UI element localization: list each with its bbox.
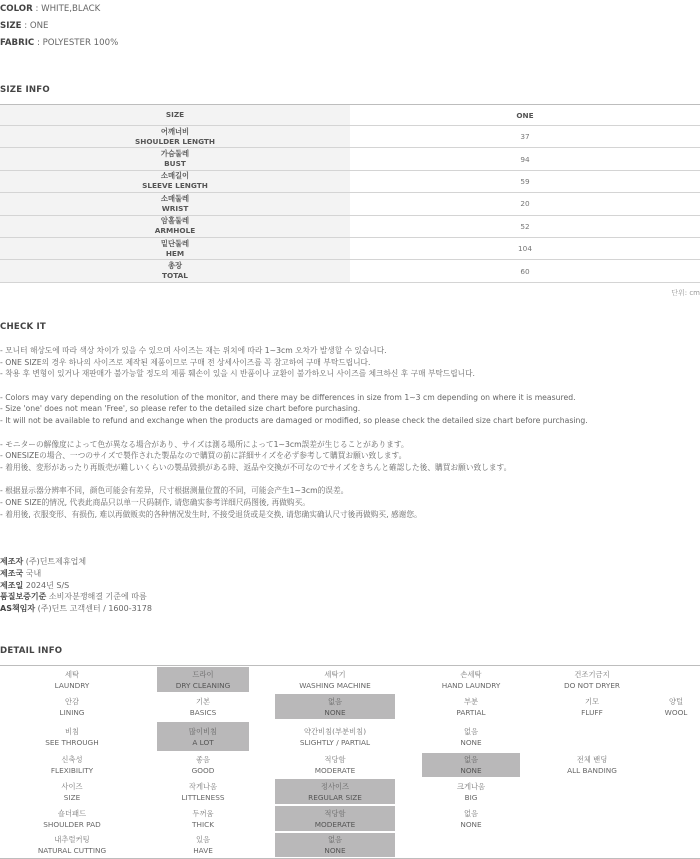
detail-label-ko: 없음 — [327, 696, 343, 706]
detail-label-en: NONE — [324, 846, 346, 855]
detail-label-ko: 내추럴커팅 — [54, 835, 90, 844]
detail-label-en: NONE — [460, 737, 482, 747]
size-row-label-en: ARMHOLE — [154, 226, 196, 236]
detail-label-en: LINING — [59, 707, 85, 717]
detail-category — [2, 779, 142, 804]
size-row-label-ko: 소매둘레 — [160, 193, 190, 203]
detail-category — [2, 806, 142, 831]
spec-label: SIZE — [0, 21, 22, 31]
detail-option — [275, 833, 395, 857]
check-it-line: - 着用後, 衣服变形、有损伤, 难以再做贩卖的各种情况发生时, 不接受退货或是交换, 请您确实确认尺寸後再做购买, 感谢您。 — [0, 509, 422, 519]
detail-label-en: ALL BANDING — [567, 766, 617, 775]
detail-option — [275, 722, 395, 751]
maker-line — [0, 580, 152, 592]
detail-label-en: HAVE — [193, 846, 213, 855]
maker-value: (주)딘트 고객센터 / 1600-3178 — [35, 604, 152, 614]
size-table-row — [0, 216, 700, 238]
detail-option — [422, 722, 520, 751]
detail-label-ko: 없음 — [463, 808, 479, 818]
detail-option — [157, 833, 249, 857]
detail-label-en: THICK — [192, 819, 214, 829]
detail-category — [2, 667, 142, 692]
detail-label-en: MODERATE — [314, 766, 356, 775]
size-row-label-ko: 암홀둘레 — [160, 216, 190, 226]
size-row-label-ko: 어깨너비 — [160, 126, 190, 136]
detail-label-ko: 기본 — [195, 696, 211, 706]
detail-table — [0, 665, 700, 859]
check-it-line: - 着用後、変形があったり再販売が難しいくらいの製品毀損がある時、返品や交換が不可なのでサイズをきちんと確認した後、購買お願い致します。 — [0, 462, 512, 472]
check-it-notes — [0, 345, 588, 520]
detail-label-ko: 안감 — [64, 696, 80, 706]
size-row-label-en: TOTAL — [162, 271, 188, 281]
detail-label-ko: 부분 — [463, 696, 479, 706]
size-row-label-en: SLEEVE LENGTH — [142, 181, 208, 191]
detail-option — [275, 779, 395, 804]
check-it-line: - Size 'one' does not mean 'Free', so please refer to the detailed size chart before purchasing. — [0, 404, 361, 414]
detail-option — [652, 694, 700, 719]
detail-label-en: SIZE — [63, 792, 81, 802]
detail-label-en: BASICS — [189, 707, 217, 717]
size-row-label — [0, 260, 350, 281]
detail-label-ko: 비침 — [64, 726, 80, 736]
detail-label-ko: 양털 — [668, 696, 684, 706]
detail-label-ko: 숄더패드 — [57, 808, 87, 818]
size-row-value: 37 — [520, 132, 530, 142]
maker-line — [0, 603, 152, 615]
detail-label-ko: 정사이즈 — [320, 781, 350, 791]
detail-label-en: MODERATE — [314, 819, 356, 829]
size-header-value: ONE — [516, 110, 534, 120]
detail-label-en: A LOT — [192, 737, 214, 747]
size-row-label-en: BUST — [164, 159, 186, 169]
detail-option — [157, 667, 249, 692]
detail-label-ko: 세탁기 — [324, 669, 346, 679]
check-it-line: - 根据显示器分辨率不同，颜色可能会有差异，尺寸根据测量位置的不同，可能会产生1~3cm的误差。 — [0, 486, 349, 496]
detail-label-en: FLEXIBILITY — [50, 766, 94, 775]
detail-label-ko: 드라이 — [192, 669, 214, 679]
size-header-label: SIZE — [0, 105, 350, 125]
detail-label-en: LAUNDRY — [54, 680, 90, 690]
size-info-title: SIZE INFO — [0, 85, 50, 95]
maker-label: AS책임자 — [0, 604, 36, 614]
maker-label: 제조일 — [0, 580, 24, 590]
size-row-value: 20 — [520, 199, 530, 209]
size-table-row — [0, 148, 700, 170]
maker-line — [0, 556, 152, 568]
detail-option — [275, 667, 395, 692]
size-table-row — [0, 238, 700, 260]
check-it-line: - モニターの解像度によって色が異なる場合があり、サイズは測る場所によって1~3cm誤差が生じることがあります。 — [0, 439, 409, 449]
detail-category — [2, 833, 142, 857]
detail-label-en: DRY CLEANING — [175, 680, 231, 690]
detail-label-ko: 기모 — [584, 696, 600, 706]
check-it-line: - 착용 후 변형이 있거나 재판매가 불가능할 정도의 제품 훼손이 있을 시 반품이나 교환이 불가하오니 사이즈를 체크하신 후 구매 부탁드립니다. — [0, 369, 475, 379]
detail-option — [157, 806, 249, 831]
size-row-label-en: HEM — [165, 248, 185, 258]
detail-label-en: SEE THROUGH — [45, 737, 99, 747]
detail-label-ko: 두꺼움 — [192, 808, 214, 818]
detail-category — [2, 753, 142, 777]
size-table-row — [0, 260, 700, 282]
detail-label-ko: 적당함 — [324, 755, 346, 764]
maker-label: 제조자 — [0, 557, 24, 566]
detail-label-ko: 손세탁 — [460, 669, 482, 679]
spec-color — [0, 4, 100, 14]
size-row-label — [0, 238, 350, 259]
check-it-line: - It will not be available to refund and exchange when the products are damaged or modified, so please check the detailed size chart before purchasing. — [0, 416, 588, 426]
detail-label-en: DO NOT DRYER — [563, 680, 621, 690]
detail-option — [275, 806, 395, 831]
check-it-line: - 모니터 해상도에 따라 색상 차이가 있을 수 있으며 사이즈는 재는 위치에 따라 1~3cm 오차가 발생할 수 있습니다. — [0, 346, 387, 355]
spec-value: : POLYESTER 100% — [34, 38, 119, 48]
size-unit: 단위: cm — [671, 289, 700, 297]
detail-label-en: NATURAL CUTTING — [37, 846, 107, 855]
detail-label-ko: 크게나옴 — [456, 781, 486, 791]
detail-label-ko: 전체 밴딩 — [576, 755, 608, 764]
spec-value: : WHITE,BLACK — [32, 4, 101, 14]
detail-label-en: BIG — [464, 792, 478, 802]
detail-option — [157, 722, 249, 751]
maker-line — [0, 568, 152, 580]
size-row-label-ko: 가슴둘레 — [160, 149, 190, 159]
check-it-line: - ONESIZEの場合、一つのサイズで製作された製品なので購買の前に詳細サイズを必ず参考して購買お願い致します。 — [0, 451, 407, 461]
detail-option — [157, 779, 249, 804]
detail-label-ko: 없음 — [463, 726, 479, 736]
detail-label-en: SLIGHTLY / PARTIAL — [299, 737, 371, 747]
check-it-title: CHECK IT — [0, 322, 46, 332]
size-row-label-en: WRIST — [161, 203, 189, 213]
detail-label-en: REGULAR SIZE — [308, 792, 362, 802]
detail-label-en: FLUFF — [581, 707, 603, 717]
size-row-label — [0, 126, 350, 147]
detail-label-en: SHOULDER PAD — [43, 819, 101, 829]
detail-label-ko: 있음 — [195, 835, 211, 844]
maker-info — [0, 556, 152, 615]
spec-label: COLOR — [0, 4, 33, 14]
maker-value: (주)딘트제휴업체 — [23, 557, 87, 566]
detail-info-title: DETAIL INFO — [0, 646, 63, 656]
detail-label-ko: 사이즈 — [61, 781, 83, 791]
size-row-label-ko: 소매길이 — [160, 171, 190, 181]
detail-option — [422, 779, 520, 804]
detail-option — [546, 753, 638, 777]
size-row-label-ko: 총장 — [167, 261, 183, 271]
maker-value: 소비자분쟁해결 기준에 따름 — [46, 592, 147, 602]
detail-label-ko: 많이비침 — [188, 726, 218, 736]
detail-label-en: NONE — [460, 766, 482, 775]
size-table-header — [0, 104, 700, 126]
detail-option — [422, 806, 520, 831]
maker-line — [0, 591, 152, 603]
detail-option — [275, 753, 395, 777]
detail-label-ko: 작게나옴 — [188, 781, 218, 791]
detail-label-en: NONE — [324, 707, 346, 717]
detail-label-en: NONE — [460, 819, 482, 829]
detail-option — [157, 753, 249, 777]
size-table — [0, 104, 700, 283]
detail-option — [275, 694, 395, 719]
detail-label-ko: 없음 — [327, 835, 343, 844]
size-row-value: 104 — [518, 244, 532, 254]
size-table-row — [0, 171, 700, 193]
check-it-line: - Colors may vary depending on the resolution of the monitor, and there may be differences in size from 1~3 cm depending on where it is measured. — [0, 392, 576, 402]
size-row-label-ko: 밑단둘레 — [160, 238, 190, 248]
size-row-label — [0, 171, 350, 192]
detail-label-en: PARTIAL — [456, 707, 486, 717]
spec-value: : ONE — [21, 21, 49, 31]
size-row-label — [0, 193, 350, 214]
detail-label-ko: 없음 — [463, 755, 479, 764]
maker-value: 2024년 S/S — [23, 580, 70, 590]
size-row-label-en: SHOULDER LENGTH — [134, 136, 216, 146]
size-row-label — [0, 216, 350, 237]
size-row-label — [0, 148, 350, 169]
detail-option — [422, 694, 520, 719]
detail-label-ko: 좋음 — [195, 755, 211, 764]
size-table-row — [0, 126, 700, 148]
detail-label-ko: 약간비침(부분비침) — [303, 726, 367, 736]
detail-option — [546, 694, 638, 719]
maker-label: 제조국 — [0, 568, 24, 578]
spec-size — [0, 21, 48, 31]
maker-label: 품질보증기준 — [0, 592, 47, 602]
check-it-line: - ONE SIZE의 경우 하나의 사이즈로 제작된 제품이므로 구매 전 상세사이즈를 꼭 참고하여 구매 부탁드립니다. — [0, 357, 371, 367]
detail-label-ko: 적당함 — [324, 808, 346, 818]
detail-label-en: HAND LAUNDRY — [441, 680, 501, 690]
detail-category — [2, 694, 142, 719]
detail-category — [2, 722, 142, 751]
detail-label-ko: 건조기금지 — [574, 669, 610, 679]
detail-label-en: LITTLENESS — [181, 792, 225, 802]
spec-fabric — [0, 38, 118, 48]
maker-value: 국내 — [23, 568, 42, 578]
size-row-value: 52 — [520, 221, 530, 231]
size-row-value: 59 — [520, 176, 530, 186]
detail-label-en: WASHING MACHINE — [299, 680, 371, 690]
spec-label: FABRIC — [0, 38, 35, 48]
detail-label-ko: 세탁 — [64, 669, 80, 679]
detail-label-ko: 신축성 — [61, 755, 83, 764]
detail-label-en: WOOL — [664, 707, 688, 717]
detail-option — [422, 753, 520, 777]
size-table-row — [0, 193, 700, 215]
detail-option — [157, 694, 249, 719]
check-it-line: - ONE SIZE的情况, 代表此商品只以单一尺码制作, 请您确实参考详细尺码图後, 再做购买。 — [0, 497, 310, 507]
size-row-value: 94 — [520, 154, 530, 164]
detail-option — [546, 667, 638, 692]
detail-option — [422, 667, 520, 692]
size-row-value: 60 — [520, 266, 530, 276]
detail-label-en: GOOD — [191, 766, 215, 775]
